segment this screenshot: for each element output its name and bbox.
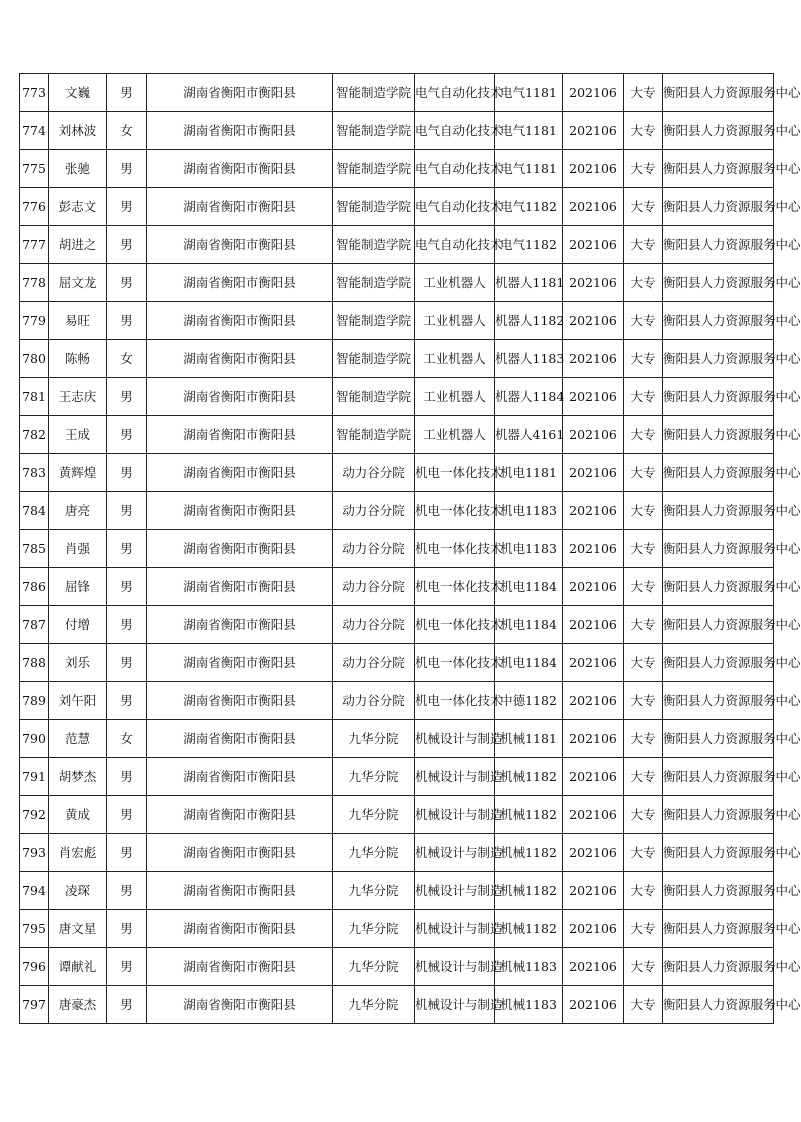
major-cell: 电气自动化技术 xyxy=(415,188,495,226)
row-number-cell: 790 xyxy=(20,720,49,758)
row-number-cell: 794 xyxy=(20,872,49,910)
receiving-unit-cell: 衡阳县人力资源服务中心 xyxy=(663,872,774,910)
table-row xyxy=(20,454,774,492)
gender-cell: 男 xyxy=(107,530,147,568)
table-row xyxy=(20,986,774,1024)
class-name-cell: 机械1182 xyxy=(495,758,563,796)
college-cell: 九华分院 xyxy=(333,720,415,758)
class-name-cell: 电气1182 xyxy=(495,188,563,226)
college-cell: 动力谷分院 xyxy=(333,530,415,568)
student-name-cell: 刘林波 xyxy=(49,112,107,150)
receiving-unit-cell: 衡阳县人力资源服务中心 xyxy=(663,948,774,986)
gender-cell: 男 xyxy=(107,302,147,340)
college-cell: 九华分院 xyxy=(333,948,415,986)
receiving-unit-cell: 衡阳县人力资源服务中心 xyxy=(663,226,774,264)
receiving-unit-cell: 衡阳县人力资源服务中心 xyxy=(663,758,774,796)
student-name-cell: 谭献礼 xyxy=(49,948,107,986)
class-name-cell: 机械1183 xyxy=(495,948,563,986)
receiving-unit-cell: 衡阳县人力资源服务中心 xyxy=(663,682,774,720)
major-cell: 机电一体化技术 xyxy=(415,568,495,606)
table-row xyxy=(20,758,774,796)
education-level-cell: 大专 xyxy=(624,188,663,226)
graduation-date-cell: 202106 xyxy=(563,302,624,340)
graduation-date-cell: 202106 xyxy=(563,986,624,1024)
row-number-cell: 774 xyxy=(20,112,49,150)
row-number-cell: 796 xyxy=(20,948,49,986)
graduation-date-cell: 202106 xyxy=(563,112,624,150)
receiving-unit-cell: 衡阳县人力资源服务中心 xyxy=(663,910,774,948)
gender-cell: 男 xyxy=(107,834,147,872)
student-name-cell: 唐亮 xyxy=(49,492,107,530)
student-name-cell: 王志庆 xyxy=(49,378,107,416)
graduation-date-cell: 202106 xyxy=(563,378,624,416)
graduation-date-cell: 202106 xyxy=(563,492,624,530)
college-cell: 智能制造学院 xyxy=(333,340,415,378)
college-cell: 动力谷分院 xyxy=(333,682,415,720)
gender-cell: 男 xyxy=(107,644,147,682)
gender-cell: 男 xyxy=(107,378,147,416)
origin-address-cell: 湖南省衡阳市衡阳县 xyxy=(147,910,333,948)
table-row xyxy=(20,492,774,530)
college-cell: 智能制造学院 xyxy=(333,150,415,188)
table-row xyxy=(20,188,774,226)
education-level-cell: 大专 xyxy=(624,834,663,872)
major-cell: 机电一体化技术 xyxy=(415,644,495,682)
class-name-cell: 机器人1181 xyxy=(495,264,563,302)
row-number-cell: 787 xyxy=(20,606,49,644)
student-name-cell: 唐文星 xyxy=(49,910,107,948)
major-cell: 工业机器人 xyxy=(415,416,495,454)
receiving-unit-cell: 衡阳县人力资源服务中心 xyxy=(663,720,774,758)
graduation-date-cell: 202106 xyxy=(563,682,624,720)
receiving-unit-cell: 衡阳县人力资源服务中心 xyxy=(663,378,774,416)
major-cell: 机械设计与制造 xyxy=(415,758,495,796)
gender-cell: 男 xyxy=(107,264,147,302)
receiving-unit-cell: 衡阳县人力资源服务中心 xyxy=(663,568,774,606)
class-name-cell: 机械1182 xyxy=(495,872,563,910)
origin-address-cell: 湖南省衡阳市衡阳县 xyxy=(147,188,333,226)
student-name-cell: 肖强 xyxy=(49,530,107,568)
graduation-date-cell: 202106 xyxy=(563,834,624,872)
major-cell: 机械设计与制造 xyxy=(415,910,495,948)
education-level-cell: 大专 xyxy=(624,150,663,188)
row-number-cell: 780 xyxy=(20,340,49,378)
table-row xyxy=(20,340,774,378)
college-cell: 智能制造学院 xyxy=(333,226,415,264)
origin-address-cell: 湖南省衡阳市衡阳县 xyxy=(147,568,333,606)
college-cell: 智能制造学院 xyxy=(333,74,415,112)
education-level-cell: 大专 xyxy=(624,492,663,530)
college-cell: 动力谷分院 xyxy=(333,492,415,530)
gender-cell: 男 xyxy=(107,568,147,606)
major-cell: 工业机器人 xyxy=(415,302,495,340)
gender-cell: 女 xyxy=(107,720,147,758)
education-level-cell: 大专 xyxy=(624,340,663,378)
origin-address-cell: 湖南省衡阳市衡阳县 xyxy=(147,150,333,188)
row-number-cell: 793 xyxy=(20,834,49,872)
education-level-cell: 大专 xyxy=(624,378,663,416)
education-level-cell: 大专 xyxy=(624,606,663,644)
row-number-cell: 785 xyxy=(20,530,49,568)
education-level-cell: 大专 xyxy=(624,948,663,986)
class-name-cell: 机械1181 xyxy=(495,720,563,758)
education-level-cell: 大专 xyxy=(624,530,663,568)
graduation-date-cell: 202106 xyxy=(563,226,624,264)
receiving-unit-cell: 衡阳县人力资源服务中心 xyxy=(663,416,774,454)
gender-cell: 男 xyxy=(107,492,147,530)
education-level-cell: 大专 xyxy=(624,568,663,606)
major-cell: 电气自动化技术 xyxy=(415,112,495,150)
graduation-date-cell: 202106 xyxy=(563,416,624,454)
class-name-cell: 机器人4161 xyxy=(495,416,563,454)
receiving-unit-cell: 衡阳县人力资源服务中心 xyxy=(663,264,774,302)
education-level-cell: 大专 xyxy=(624,416,663,454)
graduation-date-cell: 202106 xyxy=(563,796,624,834)
origin-address-cell: 湖南省衡阳市衡阳县 xyxy=(147,872,333,910)
college-cell: 九华分院 xyxy=(333,910,415,948)
college-cell: 九华分院 xyxy=(333,986,415,1024)
college-cell: 智能制造学院 xyxy=(333,416,415,454)
education-level-cell: 大专 xyxy=(624,644,663,682)
college-cell: 智能制造学院 xyxy=(333,378,415,416)
table-row xyxy=(20,720,774,758)
class-name-cell: 机械1183 xyxy=(495,986,563,1024)
receiving-unit-cell: 衡阳县人力资源服务中心 xyxy=(663,492,774,530)
education-level-cell: 大专 xyxy=(624,112,663,150)
class-name-cell: 机电1183 xyxy=(495,492,563,530)
education-level-cell: 大专 xyxy=(624,226,663,264)
major-cell: 工业机器人 xyxy=(415,340,495,378)
major-cell: 电气自动化技术 xyxy=(415,150,495,188)
receiving-unit-cell: 衡阳县人力资源服务中心 xyxy=(663,150,774,188)
student-name-cell: 彭志文 xyxy=(49,188,107,226)
college-cell: 智能制造学院 xyxy=(333,112,415,150)
table-row xyxy=(20,74,774,112)
major-cell: 机电一体化技术 xyxy=(415,454,495,492)
table-row xyxy=(20,834,774,872)
major-cell: 机械设计与制造 xyxy=(415,834,495,872)
student-name-cell: 张驰 xyxy=(49,150,107,188)
origin-address-cell: 湖南省衡阳市衡阳县 xyxy=(147,834,333,872)
class-name-cell: 机电1184 xyxy=(495,644,563,682)
gender-cell: 男 xyxy=(107,416,147,454)
class-name-cell: 电气1182 xyxy=(495,226,563,264)
row-number-cell: 776 xyxy=(20,188,49,226)
major-cell: 机械设计与制造 xyxy=(415,720,495,758)
gender-cell: 女 xyxy=(107,112,147,150)
gender-cell: 男 xyxy=(107,682,147,720)
class-name-cell: 机电1183 xyxy=(495,530,563,568)
student-name-cell: 唐豪杰 xyxy=(49,986,107,1024)
row-number-cell: 789 xyxy=(20,682,49,720)
student-name-cell: 范慧 xyxy=(49,720,107,758)
college-cell: 九华分院 xyxy=(333,872,415,910)
receiving-unit-cell: 衡阳县人力资源服务中心 xyxy=(663,644,774,682)
origin-address-cell: 湖南省衡阳市衡阳县 xyxy=(147,74,333,112)
receiving-unit-cell: 衡阳县人力资源服务中心 xyxy=(663,454,774,492)
graduate-table xyxy=(19,73,801,1024)
education-level-cell: 大专 xyxy=(624,872,663,910)
table-row xyxy=(20,796,774,834)
origin-address-cell: 湖南省衡阳市衡阳县 xyxy=(147,530,333,568)
table-row xyxy=(20,226,774,264)
graduation-date-cell: 202106 xyxy=(563,910,624,948)
class-name-cell: 机械1182 xyxy=(495,910,563,948)
class-name-cell: 机器人1182 xyxy=(495,302,563,340)
row-number-cell: 781 xyxy=(20,378,49,416)
origin-address-cell: 湖南省衡阳市衡阳县 xyxy=(147,112,333,150)
education-level-cell: 大专 xyxy=(624,454,663,492)
student-name-cell: 刘午阳 xyxy=(49,682,107,720)
education-level-cell: 大专 xyxy=(624,682,663,720)
class-name-cell: 机器人1183 xyxy=(495,340,563,378)
gender-cell: 男 xyxy=(107,796,147,834)
row-number-cell: 788 xyxy=(20,644,49,682)
origin-address-cell: 湖南省衡阳市衡阳县 xyxy=(147,302,333,340)
student-name-cell: 胡进之 xyxy=(49,226,107,264)
major-cell: 机械设计与制造 xyxy=(415,986,495,1024)
college-cell: 智能制造学院 xyxy=(333,302,415,340)
origin-address-cell: 湖南省衡阳市衡阳县 xyxy=(147,454,333,492)
college-cell: 九华分院 xyxy=(333,758,415,796)
gender-cell: 男 xyxy=(107,758,147,796)
major-cell: 工业机器人 xyxy=(415,378,495,416)
receiving-unit-cell: 衡阳县人力资源服务中心 xyxy=(663,606,774,644)
education-level-cell: 大专 xyxy=(624,758,663,796)
table-row xyxy=(20,644,774,682)
gender-cell: 男 xyxy=(107,188,147,226)
gender-cell: 男 xyxy=(107,454,147,492)
college-cell: 动力谷分院 xyxy=(333,454,415,492)
student-name-cell: 黄辉煌 xyxy=(49,454,107,492)
gender-cell: 女 xyxy=(107,340,147,378)
table-row xyxy=(20,150,774,188)
college-cell: 智能制造学院 xyxy=(333,264,415,302)
education-level-cell: 大专 xyxy=(624,986,663,1024)
class-name-cell: 机电1184 xyxy=(495,606,563,644)
table-row xyxy=(20,302,774,340)
graduation-date-cell: 202106 xyxy=(563,74,624,112)
table-row xyxy=(20,530,774,568)
graduation-date-cell: 202106 xyxy=(563,454,624,492)
college-cell: 九华分院 xyxy=(333,796,415,834)
row-number-cell: 779 xyxy=(20,302,49,340)
row-number-cell: 797 xyxy=(20,986,49,1024)
student-name-cell: 刘乐 xyxy=(49,644,107,682)
row-number-cell: 773 xyxy=(20,74,49,112)
student-name-cell: 黄成 xyxy=(49,796,107,834)
table-row xyxy=(20,112,774,150)
education-level-cell: 大专 xyxy=(624,796,663,834)
major-cell: 机电一体化技术 xyxy=(415,492,495,530)
class-name-cell: 机电1184 xyxy=(495,568,563,606)
origin-address-cell: 湖南省衡阳市衡阳县 xyxy=(147,416,333,454)
education-level-cell: 大专 xyxy=(624,302,663,340)
graduation-date-cell: 202106 xyxy=(563,720,624,758)
class-name-cell: 电气1181 xyxy=(495,74,563,112)
graduation-date-cell: 202106 xyxy=(563,340,624,378)
gender-cell: 男 xyxy=(107,606,147,644)
college-cell: 动力谷分院 xyxy=(333,644,415,682)
gender-cell: 男 xyxy=(107,910,147,948)
graduation-date-cell: 202106 xyxy=(563,530,624,568)
graduation-date-cell: 202106 xyxy=(563,644,624,682)
major-cell: 机电一体化技术 xyxy=(415,530,495,568)
receiving-unit-cell: 衡阳县人力资源服务中心 xyxy=(663,986,774,1024)
gender-cell: 男 xyxy=(107,226,147,264)
major-cell: 机械设计与制造 xyxy=(415,948,495,986)
college-cell: 动力谷分院 xyxy=(333,606,415,644)
education-level-cell: 大专 xyxy=(624,720,663,758)
row-number-cell: 791 xyxy=(20,758,49,796)
graduation-date-cell: 202106 xyxy=(563,606,624,644)
row-number-cell: 778 xyxy=(20,264,49,302)
table-body xyxy=(20,74,801,1024)
origin-address-cell: 湖南省衡阳市衡阳县 xyxy=(147,644,333,682)
student-name-cell: 王成 xyxy=(49,416,107,454)
major-cell: 机电一体化技术 xyxy=(415,606,495,644)
row-number-cell: 782 xyxy=(20,416,49,454)
receiving-unit-cell: 衡阳县人力资源服务中心 xyxy=(663,302,774,340)
gender-cell: 男 xyxy=(107,986,147,1024)
student-name-cell: 肖宏彪 xyxy=(49,834,107,872)
gender-cell: 男 xyxy=(107,150,147,188)
education-level-cell: 大专 xyxy=(624,264,663,302)
class-name-cell: 机器人1184 xyxy=(495,378,563,416)
table-row xyxy=(20,264,774,302)
graduation-date-cell: 202106 xyxy=(563,150,624,188)
table-row xyxy=(20,416,774,454)
class-name-cell: 机械1182 xyxy=(495,834,563,872)
student-name-cell: 文巍 xyxy=(49,74,107,112)
student-name-cell: 胡梦杰 xyxy=(49,758,107,796)
origin-address-cell: 湖南省衡阳市衡阳县 xyxy=(147,948,333,986)
graduation-date-cell: 202106 xyxy=(563,948,624,986)
table-row xyxy=(20,682,774,720)
graduation-date-cell: 202106 xyxy=(563,758,624,796)
class-name-cell: 电气1181 xyxy=(495,112,563,150)
receiving-unit-cell: 衡阳县人力资源服务中心 xyxy=(663,74,774,112)
student-name-cell: 屈锋 xyxy=(49,568,107,606)
origin-address-cell: 湖南省衡阳市衡阳县 xyxy=(147,758,333,796)
major-cell: 工业机器人 xyxy=(415,264,495,302)
major-cell: 电气自动化技术 xyxy=(415,74,495,112)
row-number-cell: 783 xyxy=(20,454,49,492)
gender-cell: 男 xyxy=(107,872,147,910)
graduation-date-cell: 202106 xyxy=(563,264,624,302)
student-name-cell: 易旺 xyxy=(49,302,107,340)
row-number-cell: 786 xyxy=(20,568,49,606)
student-name-cell: 屈文龙 xyxy=(49,264,107,302)
student-name-cell: 凌琛 xyxy=(49,872,107,910)
major-cell: 机械设计与制造 xyxy=(415,796,495,834)
student-name-cell: 陈畅 xyxy=(49,340,107,378)
class-name-cell: 电气1181 xyxy=(495,150,563,188)
college-cell: 九华分院 xyxy=(333,834,415,872)
class-name-cell: 机械1182 xyxy=(495,796,563,834)
major-cell: 机械设计与制造 xyxy=(415,872,495,910)
receiving-unit-cell: 衡阳县人力资源服务中心 xyxy=(663,530,774,568)
origin-address-cell: 湖南省衡阳市衡阳县 xyxy=(147,226,333,264)
origin-address-cell: 湖南省衡阳市衡阳县 xyxy=(147,720,333,758)
receiving-unit-cell: 衡阳县人力资源服务中心 xyxy=(663,340,774,378)
graduation-date-cell: 202106 xyxy=(563,568,624,606)
receiving-unit-cell: 衡阳县人力资源服务中心 xyxy=(663,796,774,834)
row-number-cell: 795 xyxy=(20,910,49,948)
origin-address-cell: 湖南省衡阳市衡阳县 xyxy=(147,378,333,416)
table-row xyxy=(20,872,774,910)
table-row xyxy=(20,910,774,948)
receiving-unit-cell: 衡阳县人力资源服务中心 xyxy=(663,188,774,226)
origin-address-cell: 湖南省衡阳市衡阳县 xyxy=(147,606,333,644)
graduation-date-cell: 202106 xyxy=(563,872,624,910)
table-row xyxy=(20,378,774,416)
graduation-date-cell: 202106 xyxy=(563,188,624,226)
origin-address-cell: 湖南省衡阳市衡阳县 xyxy=(147,796,333,834)
college-cell: 智能制造学院 xyxy=(333,188,415,226)
college-cell: 动力谷分院 xyxy=(333,568,415,606)
table-row xyxy=(20,568,774,606)
gender-cell: 男 xyxy=(107,948,147,986)
origin-address-cell: 湖南省衡阳市衡阳县 xyxy=(147,340,333,378)
origin-address-cell: 湖南省衡阳市衡阳县 xyxy=(147,492,333,530)
row-number-cell: 784 xyxy=(20,492,49,530)
row-number-cell: 775 xyxy=(20,150,49,188)
major-cell: 机电一体化技术 xyxy=(415,682,495,720)
origin-address-cell: 湖南省衡阳市衡阳县 xyxy=(147,264,333,302)
gender-cell: 男 xyxy=(107,74,147,112)
table-row xyxy=(20,948,774,986)
student-name-cell: 付增 xyxy=(49,606,107,644)
class-name-cell: 机电1181 xyxy=(495,454,563,492)
origin-address-cell: 湖南省衡阳市衡阳县 xyxy=(147,682,333,720)
education-level-cell: 大专 xyxy=(624,74,663,112)
row-number-cell: 777 xyxy=(20,226,49,264)
origin-address-cell: 湖南省衡阳市衡阳县 xyxy=(147,986,333,1024)
table-row xyxy=(20,606,774,644)
class-name-cell: 中德1182 xyxy=(495,682,563,720)
education-level-cell: 大专 xyxy=(624,910,663,948)
row-number-cell: 792 xyxy=(20,796,49,834)
major-cell: 电气自动化技术 xyxy=(415,226,495,264)
receiving-unit-cell: 衡阳县人力资源服务中心 xyxy=(663,834,774,872)
receiving-unit-cell: 衡阳县人力资源服务中心 xyxy=(663,112,774,150)
